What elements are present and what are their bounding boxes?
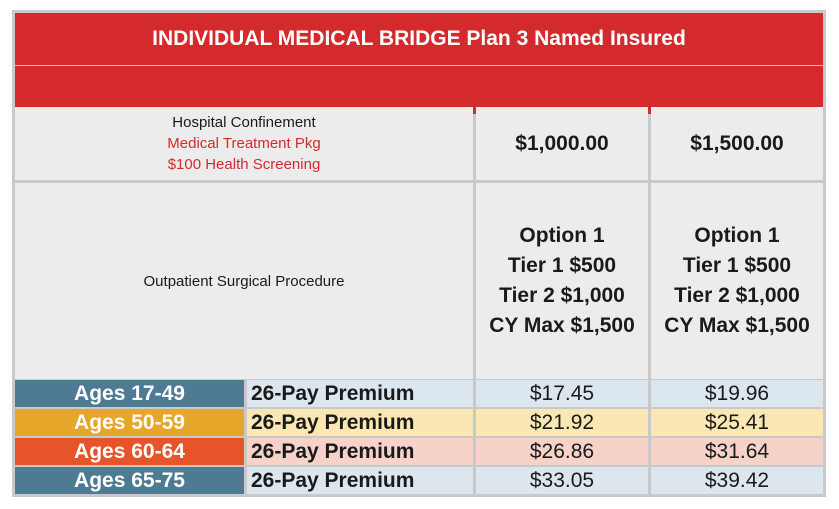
surgical-label: Outpatient Surgical Procedure	[15, 183, 473, 379]
benefit-price-1: $1,000.00	[476, 107, 648, 180]
pay-label: 26-Pay Premium	[247, 380, 473, 407]
benefit-price-2: $1,500.00	[651, 107, 823, 180]
table-row	[15, 467, 823, 494]
premium-col-2: $19.96	[651, 380, 823, 407]
premium-col-1: $17.45	[476, 380, 648, 407]
surgical-option-col-1	[476, 183, 648, 379]
table-row	[15, 438, 823, 465]
age-band: Ages 65-75	[15, 467, 244, 494]
surgical-option-col-2	[651, 183, 823, 379]
premium-col-2: $31.64	[651, 438, 823, 465]
premium-col-2: $39.42	[651, 467, 823, 494]
table-row	[15, 409, 823, 436]
cy-max-line: CY Max $1,500	[664, 314, 810, 337]
premium-col-1: $21.92	[476, 409, 648, 436]
age-band: Ages 50-59	[15, 409, 244, 436]
table-row	[15, 380, 823, 407]
option-line: Option 1	[694, 224, 780, 247]
benefit-medical-treatment: Medical Treatment Pkg	[167, 135, 321, 152]
age-band: Ages 17-49	[15, 380, 244, 407]
pay-label: 26-Pay Premium	[247, 467, 473, 494]
pay-label: 26-Pay Premium	[247, 409, 473, 436]
age-band: Ages 60-64	[15, 438, 244, 465]
benefit-hospital-confinement: Hospital Confinement	[172, 114, 316, 131]
tier1-line: Tier 1 $500	[682, 254, 792, 277]
option-line: Option 1	[519, 224, 605, 247]
tier1-line: Tier 1 $500	[507, 254, 617, 277]
benefit-health-screening: $100 Health Screening	[167, 156, 321, 173]
premium-col-1: $33.05	[476, 467, 648, 494]
tier2-line: Tier 2 $1,000	[499, 284, 625, 307]
pay-label: 26-Pay Premium	[247, 438, 473, 465]
table-title: INDIVIDUAL MEDICAL BRIDGE Plan 3 Named Insured	[15, 13, 823, 65]
tier2-line: Tier 2 $1,000	[674, 284, 800, 307]
cy-max-line: CY Max $1,500	[489, 314, 635, 337]
premium-col-1: $26.86	[476, 438, 648, 465]
benefits-label	[15, 107, 473, 180]
rate-table	[12, 10, 826, 497]
premium-col-2: $25.41	[651, 409, 823, 436]
